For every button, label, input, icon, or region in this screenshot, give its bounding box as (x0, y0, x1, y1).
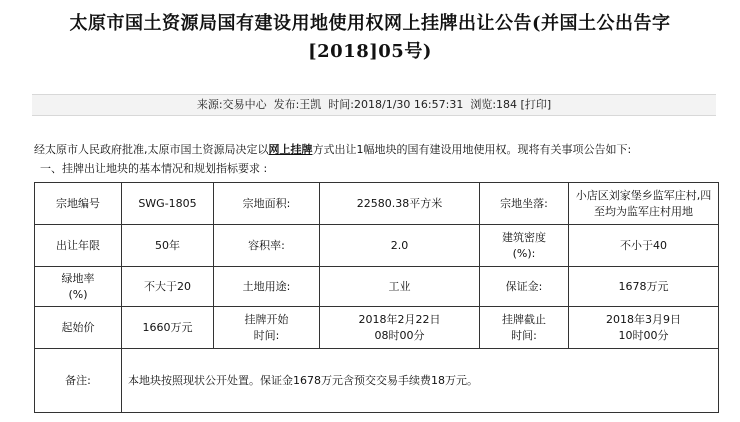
intro-text-before: 经太原市人民政府批准,太原市国土资源局决定以 (34, 143, 269, 156)
transfer-method: 网上挂牌 (268, 143, 313, 156)
start-time-value (320, 307, 480, 349)
land-use-value: 工业 (320, 267, 480, 307)
green-ratio-label-line-1: 绿地率 (61, 271, 95, 285)
page-title-line-1: 太原市国土资源局国有建设用地使用权网上挂牌出让公告(并国土公出告字 (69, 13, 671, 34)
green-ratio-value: 不大于20 (122, 267, 214, 307)
location-value (569, 183, 719, 225)
time-value: 2018/1/30 16:57:31 (354, 98, 464, 111)
parcel-no-value: SWG-1805 (122, 183, 214, 225)
intro-text-after: 方式出让1幅地块的国有建设用地使用权。现将有关事项公告如下: (312, 143, 632, 156)
density-label-line-1: 建筑密度 (502, 230, 546, 244)
green-ratio-label (35, 267, 122, 307)
page-title (0, 10, 740, 66)
far-label: 容积率: (214, 225, 320, 267)
publisher-label: 发布: (273, 98, 300, 111)
start-time-label-line-1: 挂牌开始 (244, 312, 289, 326)
section-heading: 一、挂牌出让地块的基本情况和规划指标要求 : (40, 162, 268, 175)
end-time-hour: 10时00分 (618, 328, 669, 342)
location-label: 宗地坐落: (480, 183, 569, 225)
publisher-value: 王凯 (299, 98, 322, 111)
start-time-date: 2018年2月22日 (358, 312, 441, 326)
start-time-label (214, 307, 320, 349)
green-ratio-label-line-2: (%) (68, 287, 88, 301)
time-label: 时间: (328, 98, 355, 111)
term-label: 出让年限 (35, 225, 122, 267)
end-time-value (569, 307, 719, 349)
start-price-value: 1660万元 (122, 307, 214, 349)
density-label-line-2: (%): (512, 246, 536, 260)
source-value: 交易中心 (222, 98, 267, 111)
land-parcel-table (34, 182, 719, 413)
density-value: 不小于40 (569, 225, 719, 267)
table-row (35, 349, 719, 413)
remark-value: 本地块按照现状公开处置。保证金1678万元含预交交易手续费18万元。 (122, 349, 719, 413)
end-time-label (480, 307, 569, 349)
print-link[interactable]: [打印] (520, 98, 552, 111)
table-row (35, 267, 719, 307)
start-price-label: 起始价 (35, 307, 122, 349)
start-time-hour: 08时00分 (374, 328, 425, 342)
deposit-value: 1678万元 (569, 267, 719, 307)
remark-label: 备注: (35, 349, 122, 413)
far-value: 2.0 (320, 225, 480, 267)
page-title-line-2: [2018]05号) (308, 41, 432, 62)
intro-paragraph (34, 142, 631, 158)
end-time-date: 2018年3月9日 (606, 312, 681, 326)
land-use-label: 土地用途: (214, 267, 320, 307)
end-time-label-line-1: 挂牌截止 (502, 312, 546, 326)
end-time-label-line-2: 时间: (511, 328, 537, 342)
parcel-no-label: 宗地编号 (35, 183, 122, 225)
area-value: 22580.38平方米 (320, 183, 480, 225)
density-label (480, 225, 569, 267)
article-meta-bar (32, 94, 716, 116)
deposit-label: 保证金: (480, 267, 569, 307)
term-value: 50年 (122, 225, 214, 267)
table-row (35, 225, 719, 267)
source-label: 来源: (196, 98, 223, 111)
location-line-2: 至均为监军庄村用地 (594, 204, 693, 218)
start-time-label-line-2: 时间: (253, 328, 280, 342)
views-value: 184 (496, 98, 518, 111)
area-label: 宗地面积: (214, 183, 320, 225)
location-line-1: 小店区刘家堡乡监军庄村,四 (575, 188, 712, 202)
table-row (35, 307, 719, 349)
views-label: 浏览: (470, 98, 497, 111)
table-row (35, 183, 719, 225)
